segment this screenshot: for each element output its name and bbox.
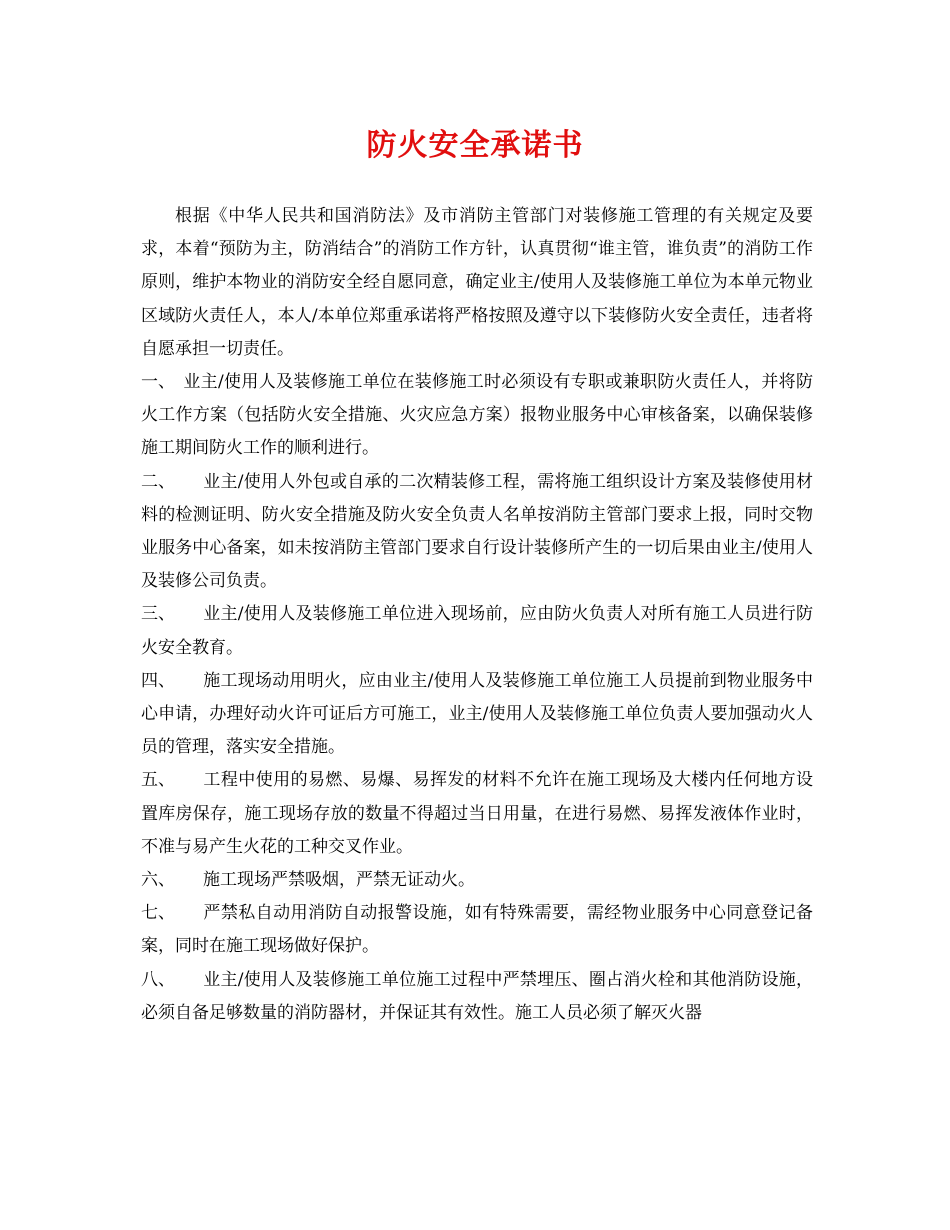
commitment-item: [141, 466, 813, 599]
item-text: 业主/使用人及装修施工单位施工过程中严禁埋压、圈占消火栓和其他消防设施，必须自备足够数量的消防器材，并保证其有效性。施工人员必须了解灭火器: [141, 969, 813, 1023]
item-text: 施工现场严禁吸烟，严禁无证动火。: [203, 870, 475, 891]
commitment-item: [141, 964, 813, 1030]
item-number: 三、: [141, 604, 175, 625]
item-number: 二、: [141, 471, 175, 492]
item-number: 八、: [141, 969, 175, 990]
document-title: 防火安全承诺书: [366, 128, 584, 163]
intro-paragraph: 根据《中华人民共和国消防法》及市消防主管部门对装修施工管理的有关规定及要求，本着“预防为主，防消结合”的消防工作方针，认真贯彻“谁主管，谁负责”的消防工作原则，维护本物业的消防安全经自愿同意，确定业主/使用人及装修施工单位为本单元物业区域防火责任人，本人/本单位郑重承诺将严格按照及遵守以下装修防火安全责任，违者将自愿承担一切责任。: [141, 206, 813, 359]
item-number: 一、: [141, 372, 175, 393]
item-text: 工程中使用的易燃、易爆、易挥发的材料不允许在施工现场及大楼内任何地方设置库房保存，施工现场存放的数量不得超过当日用量，在进行易燃、易挥发液体作业时，不准与易产生火花的工种交叉作业。: [141, 770, 813, 857]
item-text: 施工现场动用明火，应由业主/使用人及装修施工单位施工人员提前到物业服务中心申请，办理好动火许可证后方可施工，业主/使用人及装修施工单位负责人要加强动火人员的管理，落实安全措施。: [141, 670, 813, 758]
document-body: [141, 200, 813, 1030]
commitment-item: [141, 864, 813, 897]
commitment-item: [141, 598, 813, 664]
item-text: 严禁私自动用消防自动报警设施，如有特殊需要，需经物业服务中心同意登记备案，同时在施工现场做好保护。: [141, 903, 813, 957]
item-number: 七、: [141, 903, 175, 924]
item-text: 业主/使用人及装修施工单位进入现场前，应由防火负责人对所有施工人员进行防火安全教育。: [141, 604, 813, 658]
commitment-item: [141, 897, 813, 963]
item-text: 业主/使用人外包或自承的二次精装修工程，需将施工组织设计方案及装修使用材料的检测证明、防火安全措施及防火安全负责人名单按消防主管部门要求上报，同时交物业服务中心备案，如未按消防主管部门要求自行设计装修所产生的一切后果由业主/使用人及装修公司负责。: [141, 471, 813, 592]
commitment-item: [141, 366, 813, 466]
item-text: 业主/使用人及装修施工单位在装修施工时必须设有专职或兼职防火责任人，并将防火工作方案（包括防火安全措施、火灾应急方案）报物业服务中心审核备案，以确保装修施工期间防火工作的顺利进行。: [141, 372, 813, 459]
commitment-item: [141, 764, 813, 864]
commitment-item: [141, 665, 813, 765]
commitment-list: [141, 366, 813, 1030]
item-number: 六、: [141, 870, 175, 891]
item-number: 四、: [141, 670, 175, 691]
item-number: 五、: [141, 770, 175, 791]
